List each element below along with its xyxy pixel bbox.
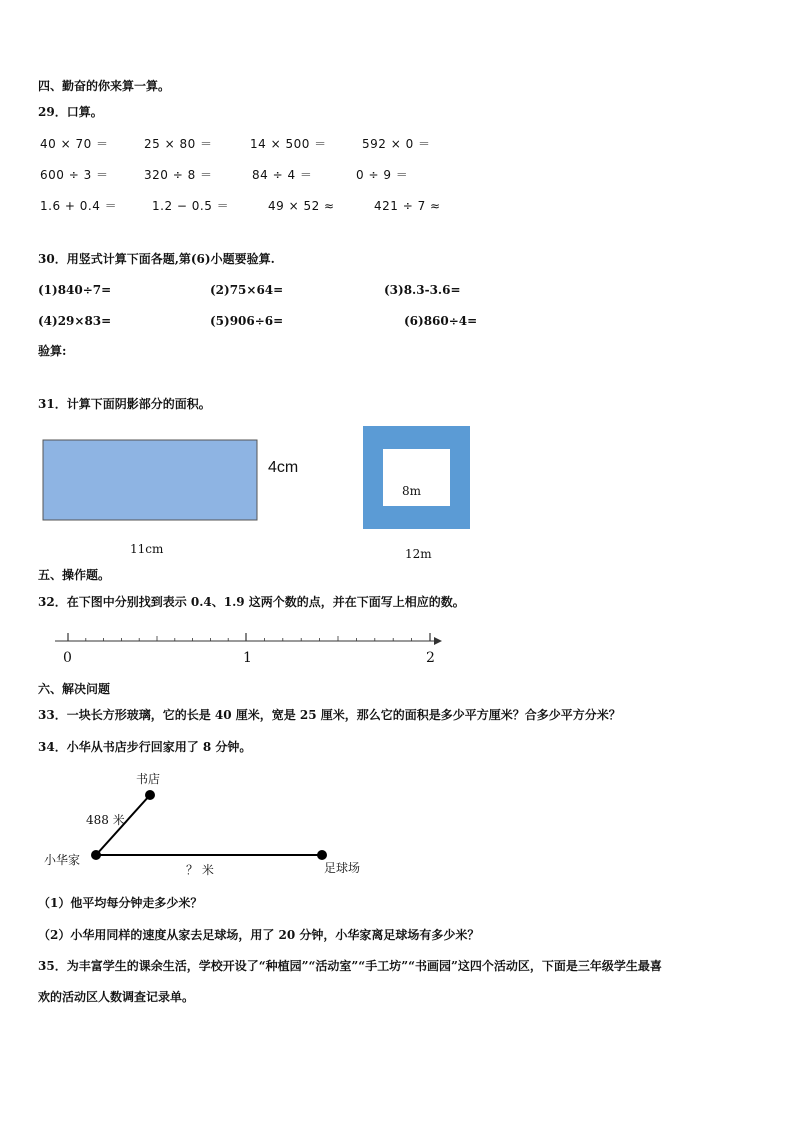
q31-label: 31．计算下面阴影部分的面积。	[38, 397, 211, 411]
number-line-arrow	[434, 637, 442, 645]
home-point	[91, 850, 101, 860]
q29-r2c3: 84 ÷ 4 ＝	[252, 168, 313, 182]
axis-label-1: 1	[243, 650, 252, 666]
q29-r3c2: 1.2 − 0.5 ＝	[152, 199, 230, 213]
q30-check: 验算:	[38, 344, 67, 358]
section5-title: 五、操作题。	[38, 568, 111, 582]
q30-item-5: (5)906÷6=	[210, 314, 284, 328]
q30-label: 30．用竖式计算下面各题,第(6)小题要验算.	[38, 252, 275, 266]
q29-r3c1: 1.6 + 0.4 ＝	[40, 199, 118, 213]
q30-item-3: (3)8.3-3.6=	[384, 283, 461, 297]
rect-height-label: 4cm	[268, 459, 299, 476]
q30-item-6: (6)860÷4=	[404, 314, 478, 328]
q30-item-1: (1)840÷7=	[38, 283, 112, 297]
q29-r1c2: 25 × 80 ＝	[144, 137, 213, 151]
q34-sub2: （2）小华用同样的速度从家去足球场，用了 20 分钟，小华家离足球场有多少米？	[38, 928, 480, 942]
shaded-rectangle	[43, 440, 257, 520]
q35-line2: 欢的活动区人数调查记录单。	[38, 990, 195, 1004]
q29-label: 29．口算。	[38, 105, 103, 119]
q29-r2c4: 0 ÷ 9 ＝	[356, 168, 409, 182]
q34-sub1: （1）他平均每分钟走多少米？	[38, 896, 203, 910]
q30-item-4: (4)29×83=	[38, 314, 112, 328]
q32-label: 32．在下图中分别找到表示 0.4、1.9 这两个数的点，并在下面写上相应的数。	[38, 595, 465, 609]
square-outer-label: 12m	[405, 547, 432, 561]
q33-label: 33．一块长方形玻璃，它的长是 40 厘米，宽是 25 厘米，那么它的面积是多少平方厘米？合多少平方分米？	[38, 708, 621, 722]
q29-r3c3: 49 × 52 ≈	[268, 199, 335, 213]
q29-r2c1: 600 ÷ 3 ＝	[40, 168, 109, 182]
bookstore-label: 书店	[136, 772, 161, 786]
q29-r1c1: 40 × 70 ＝	[40, 137, 109, 151]
q29-r1c3: 14 × 500 ＝	[250, 137, 327, 151]
q30-item-2: (2)75×64=	[210, 283, 284, 297]
q29-r1c4: 592 × 0 ＝	[362, 137, 431, 151]
section4-title: 四、勤奋的你来算一算。	[38, 79, 171, 93]
section6-title: 六、解决问题	[38, 682, 111, 696]
dist1-label: 488 米	[86, 813, 125, 827]
q29-r2c2: 320 ÷ 8 ＝	[144, 168, 213, 182]
home-label: 小华家	[44, 853, 81, 867]
rect-width-label: 11cm	[130, 542, 164, 556]
field-label: 足球场	[324, 861, 361, 875]
bookstore-point	[145, 790, 155, 800]
q35-line1: 35．为丰富学生的课余生活，学校开设了“种植园”“活动室”“手工坊”“书画园”这四个活动区，下面是三年级学生最喜	[38, 959, 662, 973]
field-point	[317, 850, 327, 860]
axis-label-2: 2	[426, 650, 435, 666]
number-line-ticks	[68, 633, 430, 641]
square-inner-label: 8m	[402, 484, 422, 498]
q29-r3c4: 421 ÷ 7 ≈	[374, 199, 441, 213]
axis-label-0: 0	[63, 650, 72, 666]
dist2-label: ？ 米	[186, 863, 214, 877]
q34-label: 34．小华从书店步行回家用了 8 分钟。	[38, 740, 252, 754]
